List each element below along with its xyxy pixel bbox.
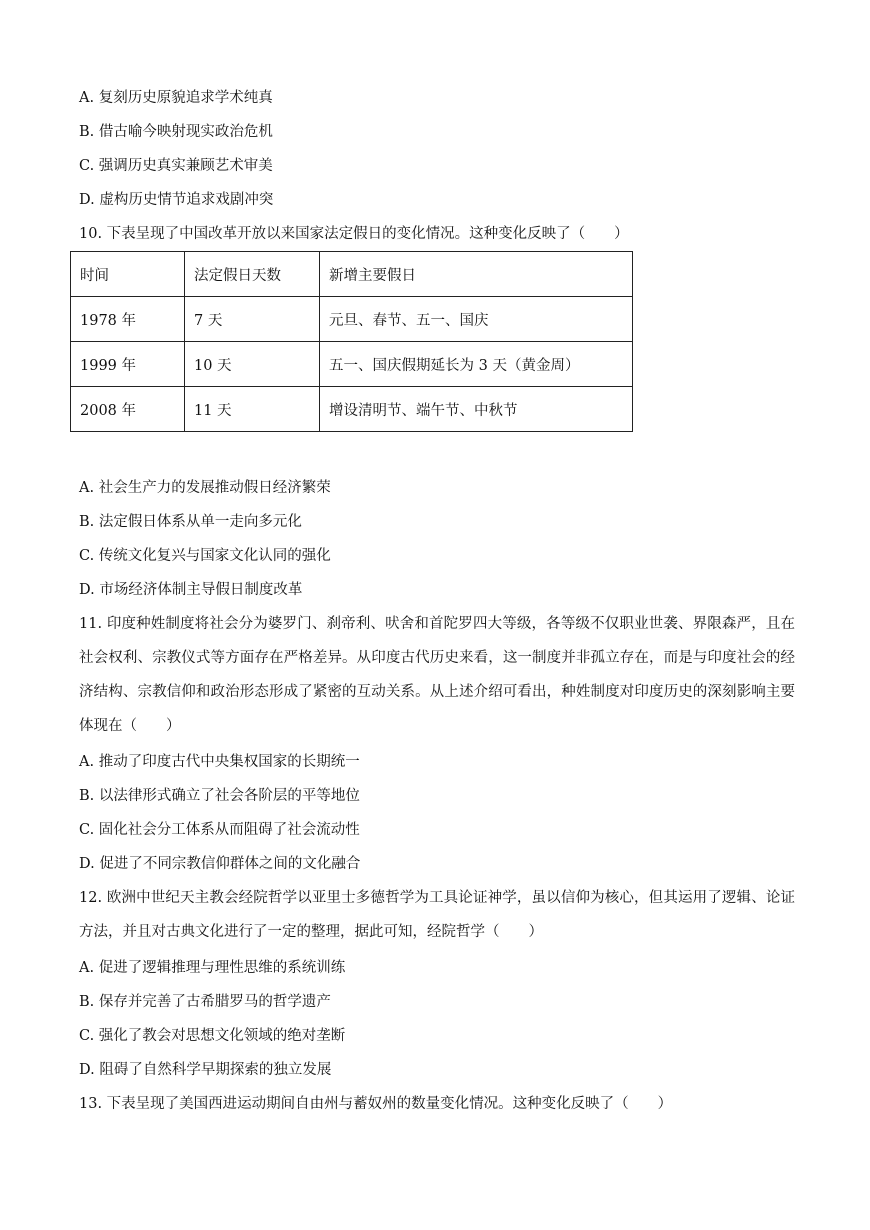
q9-option-b: B. 借古喻今映射现实政治危机: [79, 124, 273, 140]
q11-option-c: C. 固化社会分工体系从而阻碍了社会流动性: [79, 822, 360, 838]
table-row: [71, 297, 633, 342]
table-cell: 10 天: [185, 342, 320, 387]
q12-stem: 12. 欧洲中世纪天主教会经院哲学以亚里士多德哲学为工具论证神学，虽以信仰为核心，但其运用了逻辑、论证方法，并且对古典文化进行了一定的整理，据此可知，经院哲学（ ）: [79, 890, 795, 940]
table-row: [71, 387, 633, 432]
q10-option-a: A. 社会生产力的发展推动假日经济繁荣: [79, 480, 331, 496]
header-cell: 法定假日天数: [185, 252, 320, 297]
table-row: [71, 342, 633, 387]
q10-option-c: C. 传统文化复兴与国家文化认同的强化: [79, 548, 331, 564]
q9-option-a: A. 复刻历史原貌追求学术纯真: [79, 90, 273, 106]
q11-option-a: A. 推动了印度古代中央集权国家的长期统一: [79, 754, 360, 770]
table-header-row: [71, 252, 633, 297]
table-cell: 1999 年: [71, 342, 185, 387]
table-cell: 11 天: [185, 387, 320, 432]
table-cell: 7 天: [185, 297, 320, 342]
q12-option-d: D. 阻碍了自然科学早期探索的独立发展: [79, 1062, 332, 1078]
q9-option-c: C. 强调历史真实兼顾艺术审美: [79, 158, 273, 174]
header-cell: 时间: [71, 252, 185, 297]
q12-option-b: B. 保存并完善了古希腊罗马的哲学遗产: [79, 994, 331, 1010]
q10-stem: 10. 下表呈现了中国改革开放以来国家法定假日的变化情况。这种变化反映了（ ）: [79, 226, 629, 242]
q11-option-d: D. 促进了不同宗教信仰群体之间的文化融合: [79, 856, 361, 872]
q12-option-c: C. 强化了教会对思想文化领域的绝对垄断: [79, 1028, 346, 1044]
q10-option-b: B. 法定假日体系从单一走向多元化: [79, 514, 302, 530]
q11-option-b: B. 以法律形式确立了社会各阶层的平等地位: [79, 788, 360, 804]
q10-option-d: D. 市场经济体制主导假日制度改革: [79, 582, 303, 598]
q9-option-d: D. 虚构历史情节追求戏剧冲突: [79, 192, 274, 208]
table-cell: 1978 年: [71, 297, 185, 342]
table-cell: 元旦、春节、五一、国庆: [320, 297, 633, 342]
q12-option-a: A. 促进了逻辑推理与理性思维的系统训练: [79, 960, 346, 976]
header-cell: 新增主要假日: [320, 252, 633, 297]
q13-stem: 13. 下表呈现了美国西进运动期间自由州与蓄奴州的数量变化情况。这种变化反映了（ ）: [79, 1096, 673, 1112]
q11-stem: 11. 印度种姓制度将社会分为婆罗门、刹帝利、吠舍和首陀罗四大等级，各等级不仅职业世袭、界限森严，且在社会权利、宗教仪式等方面存在严格差异。从印度古代历史来看，这一制度并非孤立存在，而是与印度社会的经济结构、宗教信仰和政治形态形成了紧密的互动关系。从上述介绍可看出，种姓制度对印度历史的深刻影响主要体现在（ ）: [79, 616, 795, 734]
table-cell: 2008 年: [71, 387, 185, 432]
holiday-table: [70, 251, 633, 432]
table-cell: 增设清明节、端午节、中秋节: [320, 387, 633, 432]
table-cell: 五一、国庆假期延长为 3 天（黄金周）: [320, 342, 633, 387]
